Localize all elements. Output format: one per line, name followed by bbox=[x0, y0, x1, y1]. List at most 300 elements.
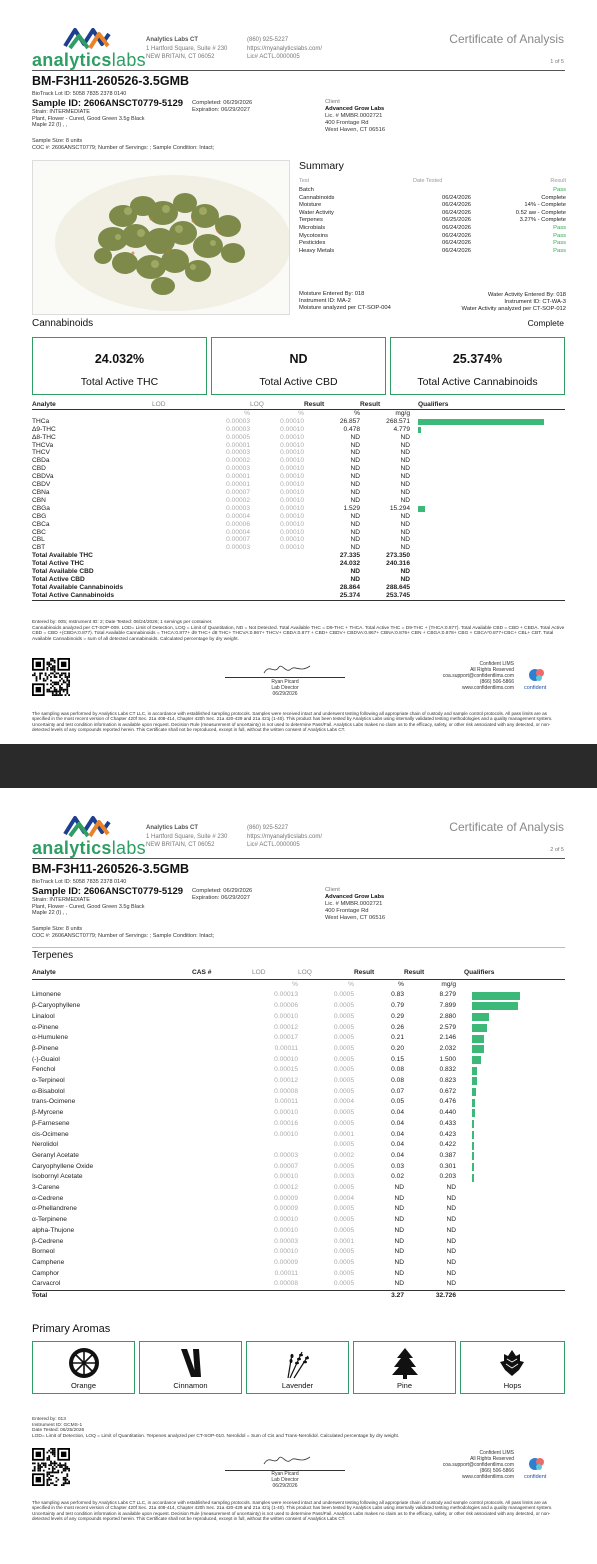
loq-value: 0.0005 bbox=[333, 1034, 354, 1042]
result-bar bbox=[472, 1045, 484, 1053]
total-percent: 3.27 bbox=[391, 1292, 404, 1300]
result-mg: ND bbox=[446, 1248, 456, 1256]
result-percent: 26.857 bbox=[339, 417, 360, 425]
table-row bbox=[32, 521, 565, 529]
total-row bbox=[32, 1291, 565, 1302]
loq-value: 0.0004 bbox=[333, 1098, 354, 1106]
summary-result: 0.52 aw - Complete bbox=[515, 209, 566, 216]
qualifier-cell bbox=[410, 473, 565, 481]
result-mg: ND bbox=[400, 528, 410, 536]
lod-value: 0.00003 bbox=[274, 1151, 298, 1159]
table-row bbox=[32, 1065, 565, 1076]
table-row bbox=[32, 1119, 565, 1130]
result-bar bbox=[472, 1131, 474, 1139]
summary-row bbox=[299, 225, 566, 231]
result-mg: ND bbox=[446, 1258, 456, 1266]
qualifier-cell bbox=[456, 1204, 565, 1215]
result-mg: ND bbox=[400, 433, 410, 441]
result-percent: ND bbox=[394, 1248, 404, 1256]
qualifier-cell bbox=[456, 1162, 565, 1173]
table-row bbox=[32, 1183, 565, 1194]
client-block: Client Advanced Grow Labs Lic. # MMBR.0002721 400 Frontage Rd West Haven, CT 06516 bbox=[325, 99, 386, 133]
qualifier-cell bbox=[456, 1001, 565, 1012]
lod-value: 0.00012 bbox=[274, 1184, 298, 1192]
loq-value: 0.0005 bbox=[333, 1184, 354, 1192]
lod-value: 0.00016 bbox=[274, 1119, 298, 1127]
summary-date: 06/24/2026 bbox=[442, 247, 472, 254]
signature-icon bbox=[262, 661, 312, 677]
legal-disclaimer: The sampling was performed by Analytics Labs CT LLC, in accordance with established sampling protocols. Samples were received intact and underwent testing following all appropriate chain of custody and sample control protocols. All pass limits are as specified in the most recent version of Chapter 420f Sec. 21a 408-414, Chapter 420h Sec. 21a 420-429 and 21a 421j (1-40). This product has been tested by Analytics Labs using internally validated testing methodologies and a quality management system. Uncertainty and test condition information is available upon request. Decision Rule (measurement of uncertainty) is not used to determine Pass/Fail. Analytics Labs makes no claim as to the efficacy, safety, or other risk associated with any detected, or non-detected levels of any compounds reported herein. This Certificate shall not be reproduced, except in full, without the written consent of Analytics Labs CT. bbox=[32, 1500, 553, 1521]
summary-date: 06/24/2026 bbox=[442, 202, 472, 209]
result-mg: ND bbox=[400, 473, 410, 481]
qualifier-cell bbox=[410, 457, 565, 465]
logo-mountain-icon bbox=[62, 814, 112, 838]
summary-result: Pass bbox=[553, 247, 566, 254]
lod-value: 0.00008 bbox=[274, 1280, 298, 1288]
qualifier-cell bbox=[456, 1151, 565, 1162]
analyte-name: α-Terpineol bbox=[32, 1077, 65, 1085]
result-percent: 0.08 bbox=[391, 1077, 404, 1085]
analyte-name: Linalool bbox=[32, 1012, 55, 1020]
summary-result: Complete bbox=[541, 194, 566, 201]
qualifier-cell bbox=[410, 481, 565, 489]
cannabinoids-table: Analyte LOD LOQ Result Result Qualifiers % % % mg/g THCa 0.00003 0.00010 26.857 268.571 Δ9-THC 0.00003 0.00010 0.478 4.779 Δ8-THC 0.00005 0.00010 ND ND THCVa 0.00001 0.00010 ND ND THCV 0.00003 0.00010 ND ND CBDa 0.00002 0.00010 ND ND CBD 0.00003 0.00010 ND ND CBDVa 0.00001 0.00010 ND ND CBDV 0.00001 0.00010 ND ND CBNa 0.00007 0.00010 ND ND CBN 0.00002 0.00010 ND ND CBGa 0.00003 0.00010 1.529 15.294 CBG 0.00004 0.00010 ND ND CBCa 0.00006 0.00010 ND ND CBC 0.00004 0.00010 ND ND CBL 0.00007 0.00010 ND ND CBT 0.00003 0.00010 ND ND Total Available THC 27.335 273.350 Total Active THC 24.032 240.316 Total Available CBD ND ND Total Active CBD ND ND Total Available Cannabinoids 28.864 288.645 Total Active Cannabinoids 25.374 253.745 bbox=[32, 401, 565, 601]
qualifier-cell bbox=[456, 1247, 565, 1258]
qualifier-cell bbox=[456, 1119, 565, 1130]
loq-value: 0.0003 bbox=[333, 1173, 354, 1181]
lod-value: 0.00010 bbox=[274, 1226, 298, 1234]
lod-value: 0.00010 bbox=[274, 1130, 298, 1138]
lod-value: 0.00003 bbox=[226, 504, 250, 512]
qualifier-cell bbox=[456, 1215, 565, 1226]
analyte-name: β-Farnesene bbox=[32, 1119, 70, 1127]
qualifier-cell bbox=[456, 1097, 565, 1108]
loq-value: 0.0005 bbox=[333, 1012, 354, 1020]
table-row bbox=[32, 1097, 565, 1108]
aroma-lavender: Lavender bbox=[246, 1341, 349, 1394]
lod-value: 0.00008 bbox=[274, 1087, 298, 1095]
table-row bbox=[32, 1162, 565, 1173]
completion-dates: Completed: 06/29/2026 Expiration: 06/29/2027 bbox=[192, 100, 253, 114]
result-percent: ND bbox=[394, 1258, 404, 1266]
loq-value: 0.00010 bbox=[280, 433, 304, 441]
lod-value: 0.00009 bbox=[274, 1258, 298, 1266]
signatory: Ryan Picard Lab Director 06/29/2026 bbox=[271, 1471, 299, 1489]
qualifier-cell bbox=[456, 1140, 565, 1151]
qualifier-cell bbox=[456, 1172, 565, 1183]
lod-value: 0.00010 bbox=[274, 1216, 298, 1224]
qualifier-cell bbox=[410, 497, 565, 505]
analyte-name: CBGa bbox=[32, 504, 50, 512]
result-mg: ND bbox=[400, 449, 410, 457]
summary-row bbox=[299, 187, 566, 193]
analyte-name: cis-Ocimene bbox=[32, 1130, 69, 1138]
table-row bbox=[32, 481, 565, 489]
total-name: Total bbox=[32, 1292, 48, 1300]
table-row bbox=[32, 1140, 565, 1151]
loq-value: 0.0001 bbox=[333, 1130, 354, 1138]
result-mg: 268.571 bbox=[386, 417, 410, 425]
table-row bbox=[32, 418, 565, 426]
analyte-name: CBC bbox=[32, 528, 46, 536]
loq-value: 0.0005 bbox=[333, 1162, 354, 1170]
table-row bbox=[32, 505, 565, 513]
lod-value: 0.00002 bbox=[226, 496, 250, 504]
loq-value: 0.0005 bbox=[333, 1119, 354, 1127]
result-mg: ND bbox=[400, 457, 410, 465]
aroma-cinnamon: Cinnamon bbox=[139, 1341, 242, 1394]
qualifier-cell bbox=[456, 990, 565, 1001]
confident-brand: confident bbox=[524, 685, 547, 691]
result-mg: ND bbox=[400, 536, 410, 544]
logo-mountain-icon bbox=[62, 26, 112, 50]
total-mg: ND bbox=[400, 568, 410, 576]
loq-value: 0.0004 bbox=[333, 1194, 354, 1202]
summary-test: Mycotoxins bbox=[299, 232, 328, 239]
summary-test: Pesticides bbox=[299, 240, 326, 247]
result-mg: ND bbox=[400, 496, 410, 504]
result-bar bbox=[472, 1077, 477, 1085]
analyte-name: Geranyl Acetate bbox=[32, 1151, 79, 1159]
qualifier-cell bbox=[456, 1226, 565, 1237]
result-mg: 15.294 bbox=[389, 504, 410, 512]
loq-value: 0.0005 bbox=[333, 1002, 354, 1010]
total-mg: 240.316 bbox=[386, 560, 410, 568]
table-row bbox=[32, 1087, 565, 1098]
signature-line bbox=[225, 677, 345, 678]
lod-value: 0.00011 bbox=[274, 1269, 298, 1277]
analyte-name: CBL bbox=[32, 536, 45, 544]
analyte-name: Isobornyl Acetate bbox=[32, 1173, 83, 1181]
result-percent: 1.529 bbox=[343, 504, 360, 512]
total-percent: 27.335 bbox=[339, 552, 360, 560]
total-row bbox=[32, 552, 565, 560]
table-row bbox=[32, 1130, 565, 1141]
qualifier-cell bbox=[410, 536, 565, 544]
sample-size: Sample Size: 8 units COC #: 2606ANSCT0779; Number of Servings: ; Sample Condition: Intact; bbox=[32, 926, 215, 939]
result-bar bbox=[472, 1056, 481, 1064]
qualifier-cell bbox=[410, 465, 565, 473]
result-percent: ND bbox=[350, 449, 360, 457]
summary-header: Test Date Tested Result bbox=[299, 178, 566, 184]
analyte-name: CBG bbox=[32, 512, 47, 520]
biotrack-id: BioTrack Lot ID: 5058 7835 2378 0140 bbox=[32, 879, 127, 885]
result-bar bbox=[472, 1035, 484, 1043]
lod-value: 0.00010 bbox=[274, 1109, 298, 1117]
result-percent: 0.02 bbox=[391, 1173, 404, 1181]
result-percent: ND bbox=[350, 488, 360, 496]
result-percent: ND bbox=[350, 465, 360, 473]
lims-contact: Confident LIMS All Rights Reserved coa.support@confidentlims.com (866) 506-5866 www.confidentlims.com bbox=[442, 1450, 514, 1480]
qr-code-icon bbox=[32, 1448, 70, 1486]
result-percent: ND bbox=[350, 520, 360, 528]
result-mg: ND bbox=[400, 441, 410, 449]
loq-value: 0.0002 bbox=[333, 1151, 354, 1159]
total-percent: 24.032 bbox=[339, 560, 360, 568]
lod-value: 0.00001 bbox=[226, 473, 250, 481]
analyte-name: α-Phellandrene bbox=[32, 1205, 77, 1213]
result-bar bbox=[472, 1109, 475, 1117]
lod-value: 0.00009 bbox=[274, 1194, 298, 1202]
client-block: Client Advanced Grow Labs Lic. # MMBR.0002721 400 Frontage Rd West Haven, CT 06516 bbox=[325, 887, 386, 921]
qualifier-cell bbox=[410, 449, 565, 457]
lod-value bbox=[252, 1140, 298, 1151]
summary-date: 06/24/2026 bbox=[442, 232, 472, 239]
loq-value: 0.00010 bbox=[280, 512, 304, 520]
lod-value: 0.00013 bbox=[274, 991, 298, 999]
result-mg: ND bbox=[400, 488, 410, 496]
table-row bbox=[32, 1226, 565, 1237]
lod-value: 0.00001 bbox=[226, 481, 250, 489]
result-mg: 0.672 bbox=[439, 1087, 456, 1095]
loq-value: 0.00010 bbox=[280, 473, 304, 481]
table-row bbox=[32, 1055, 565, 1066]
loq-value: 0.00010 bbox=[280, 425, 304, 433]
loq-value: 0.00010 bbox=[280, 465, 304, 473]
table-row bbox=[32, 1258, 565, 1269]
table-row bbox=[32, 1279, 565, 1290]
result-percent: 0.07 bbox=[391, 1087, 404, 1095]
total-name: Total Available Cannabinoids bbox=[32, 583, 123, 591]
summary-panel bbox=[296, 160, 566, 317]
table-row bbox=[32, 1108, 565, 1119]
result-percent: ND bbox=[394, 1226, 404, 1234]
result-mg: ND bbox=[446, 1184, 456, 1192]
qualifier-cell bbox=[456, 1108, 565, 1119]
result-mg: 0.823 bbox=[439, 1077, 456, 1085]
qualifier-cell bbox=[410, 489, 565, 497]
result-mg: ND bbox=[400, 520, 410, 528]
table-row bbox=[32, 1204, 565, 1215]
result-percent: ND bbox=[350, 496, 360, 504]
loq-value: 0.00010 bbox=[280, 504, 304, 512]
summary-test: Moisture bbox=[299, 202, 322, 209]
lod-value: 0.00003 bbox=[226, 425, 250, 433]
table-row bbox=[32, 1215, 565, 1226]
lod-value: 0.00005 bbox=[226, 433, 250, 441]
section-title-terpenes: Terpenes bbox=[32, 950, 74, 961]
analyte-name: CBDa bbox=[32, 457, 50, 465]
table-row bbox=[32, 1172, 565, 1183]
loq-value: 0.0005 bbox=[333, 1141, 354, 1149]
lab-address: Analytics Labs CT 1 Hartford Square, Suite # 230 NEW BRITAIN, CT 06052 bbox=[146, 825, 228, 848]
page-number: 2 of 5 bbox=[550, 847, 564, 853]
result-mg: 0.423 bbox=[439, 1130, 456, 1138]
lod-value: 0.00006 bbox=[226, 520, 250, 528]
summary-date: 06/25/2026 bbox=[442, 217, 472, 224]
qualifier-cell bbox=[456, 1033, 565, 1044]
loq-value: 0.0005 bbox=[333, 1248, 354, 1256]
lod-value: 0.00017 bbox=[274, 1034, 298, 1042]
qualifier-cell bbox=[456, 1183, 565, 1194]
qualifier-cell bbox=[410, 505, 565, 513]
sample-size: Sample Size: 8 units COC #: 2606ANSCT0779; Number of Servings: ; Sample Condition: Intact; bbox=[32, 138, 215, 151]
table-row bbox=[32, 457, 565, 465]
lod-value: 0.00011 bbox=[274, 1044, 298, 1052]
qr-code-icon bbox=[32, 658, 70, 696]
page-header bbox=[0, 788, 597, 858]
page-number: 1 of 5 bbox=[550, 59, 564, 65]
lod-value: 0.00009 bbox=[274, 1205, 298, 1213]
total-mg: 288.645 bbox=[386, 583, 410, 591]
summary-row bbox=[299, 202, 566, 208]
lod-value: 0.00003 bbox=[226, 465, 250, 473]
result-percent: ND bbox=[350, 528, 360, 536]
summary-test: Water Activity bbox=[299, 209, 334, 216]
logo-text: analyticslabs bbox=[32, 50, 146, 70]
result-mg: ND bbox=[400, 544, 410, 552]
analyte-name: THCa bbox=[32, 417, 50, 425]
lod-value: 0.00002 bbox=[226, 457, 250, 465]
table-row bbox=[32, 442, 565, 450]
summary-result: Pass bbox=[553, 225, 566, 231]
analyte-name: CBNa bbox=[32, 488, 50, 496]
result-mg: 2.032 bbox=[439, 1044, 456, 1052]
result-mg: ND bbox=[400, 481, 410, 489]
lod-value: 0.00003 bbox=[226, 544, 250, 552]
page-header bbox=[0, 0, 597, 70]
result-percent: 0.08 bbox=[391, 1066, 404, 1074]
strain-info: Strain: INTERMEDIATE Plant, Flower - Cured, Good Green 3.5g Black Maple 22 (I) , , bbox=[32, 109, 145, 129]
aroma-hops: Hops bbox=[460, 1341, 565, 1394]
qualifier-cell bbox=[456, 1269, 565, 1280]
total-row bbox=[32, 568, 565, 576]
total-row bbox=[32, 592, 565, 600]
analyte-name: β-Cedrene bbox=[32, 1237, 64, 1245]
coa-page-1 bbox=[0, 0, 597, 744]
table-row bbox=[32, 1033, 565, 1044]
analyte-name: (-)-Guaiol bbox=[32, 1055, 60, 1063]
analyte-name: THCV bbox=[32, 449, 50, 457]
result-percent: 0.83 bbox=[391, 991, 404, 999]
result-mg: 2.579 bbox=[439, 1023, 456, 1031]
divider bbox=[32, 858, 565, 859]
loq-value: 0.0005 bbox=[333, 1109, 354, 1117]
qualifier-cell bbox=[410, 521, 565, 529]
table-row bbox=[32, 489, 565, 497]
qualifier-cell bbox=[456, 1065, 565, 1076]
terpenes-table: Analyte CAS # LOD LOQ Result Result Qualifiers % % % mg/g Limonene 0.00013 0.0005 0.83 8.279 β-Caryophyllene 0.00006 0.0005 0.79 7.899 Linalool 0.00010 0.0005 0.29 2.880 α-Pinene 0.00012 0.0005 0.26 2.579 α-Humulene 0.00017 0.0005 0.21 2.146 β-Pinene 0.00011 0.0005 0.20 2.032 (-)-Guaiol 0.00010 0.0005 0.15 1.500 Fenchol 0.00015 0.0005 0.08 0.832 α-Terpineol 0.00012 0.0005 0.08 0.823 α-Bisabolol 0.00008 0.0005 0.07 0.672 trans-Ocimene 0.00011 0.0004 0.05 0.476 β-Myrcene 0.00010 0.0005 0.04 0.440 β-Farnesene 0.00016 0.0005 0.04 0.433 cis-Ocimene 0.00010 0.0001 0.04 0.423 Nerolidol 0.0005 0.04 0.422 Geranyl Acetate 0.00003 0.0002 0.04 0.387 Caryophyllene Oxide 0.00007 0.0005 0.03 0.301 Isobornyl Acetate 0.00010 0.0003 0.02 0.203 3-Carene 0.00012 0.0005 ND ND α-Cedrene 0.00009 0.0004 ND ND α-Phellandrene 0.00009 0.0005 ND ND α-Terpinene 0.00010 0.0005 ND ND alpha-Thujone 0.00010 0.0005 ND ND β-Cedrene 0.00003 0.0001 ND ND Borneol 0.00010 0.0005 ND ND Camphene 0.00009 0.0005 ND ND Camphor 0.00011 0.0005 ND ND Carvacrol 0.00008 0.0005 ND ND Total 3.27 32.726 bbox=[32, 968, 565, 1302]
lab-address: Analytics Labs CT 1 Hartford Square, Suite # 230 NEW BRITAIN, CT 06052 bbox=[146, 37, 228, 60]
loq-value: 0.00010 bbox=[280, 496, 304, 504]
qualifier-cell bbox=[456, 1237, 565, 1248]
loq-value: 0.00010 bbox=[280, 441, 304, 449]
aroma-pine: Pine bbox=[353, 1341, 456, 1394]
lod-value: 0.00004 bbox=[226, 528, 250, 536]
result-mg: ND bbox=[446, 1226, 456, 1234]
result-mg: 0.203 bbox=[439, 1173, 456, 1181]
lod-value: 0.00010 bbox=[274, 1055, 298, 1063]
result-mg: 0.301 bbox=[439, 1162, 456, 1170]
product-photo bbox=[32, 160, 290, 315]
lod-value: 0.00011 bbox=[274, 1098, 298, 1106]
summary-test: Cannabinoids bbox=[299, 194, 335, 201]
table-row bbox=[32, 449, 565, 457]
section-title-cannabinoids: Cannabinoids bbox=[32, 318, 94, 329]
lod-value: 0.00003 bbox=[226, 449, 250, 457]
signature-icon bbox=[262, 1452, 312, 1468]
analyte-name: Δ8-THC bbox=[32, 433, 56, 441]
summary-test: Batch bbox=[299, 187, 314, 193]
table-row bbox=[32, 1044, 565, 1055]
analyte-name: CBT bbox=[32, 544, 46, 552]
result-percent: ND bbox=[350, 536, 360, 544]
result-percent: ND bbox=[394, 1269, 404, 1277]
qualifier-cell bbox=[456, 1044, 565, 1055]
total-row bbox=[32, 584, 565, 592]
result-percent: ND bbox=[394, 1216, 404, 1224]
result-mg: ND bbox=[446, 1216, 456, 1224]
result-bar bbox=[472, 1067, 477, 1075]
divider bbox=[32, 70, 565, 71]
loq-value: 0.00010 bbox=[280, 520, 304, 528]
result-percent: 0.29 bbox=[391, 1012, 404, 1020]
coa-page-2 bbox=[0, 788, 597, 1564]
analyte-name: alpha-Thujone bbox=[32, 1226, 75, 1234]
batch-id: BM-F3H11-260526-3.5GMB bbox=[32, 74, 190, 88]
analyte-name: β-Pinene bbox=[32, 1044, 59, 1052]
hops-icon bbox=[494, 1346, 530, 1380]
biotrack-id: BioTrack Lot ID: 5058 7835 2378 0140 bbox=[32, 91, 127, 97]
summary-row bbox=[299, 240, 566, 246]
table-row bbox=[32, 434, 565, 442]
qualifier-cell bbox=[456, 1130, 565, 1141]
lavender-icon bbox=[280, 1346, 316, 1380]
analyte-name: α-Cedrene bbox=[32, 1194, 64, 1202]
lod-value: 0.00004 bbox=[226, 512, 250, 520]
lod-value: 0.00003 bbox=[226, 417, 250, 425]
analyte-name: β-Myrcene bbox=[32, 1109, 64, 1117]
document-title: Certificate of Analysis bbox=[449, 820, 564, 834]
lod-value: 0.00015 bbox=[274, 1066, 298, 1074]
result-bar bbox=[472, 1163, 474, 1171]
total-active-cannabinoids-box: 25.374% Total Active Cannabinoids bbox=[390, 337, 565, 395]
summary-result: 3.27% - Complete bbox=[519, 217, 566, 224]
table-row bbox=[32, 529, 565, 537]
result-bar bbox=[472, 1024, 487, 1032]
result-mg: ND bbox=[446, 1194, 456, 1202]
document-title: Certificate of Analysis bbox=[449, 32, 564, 46]
total-percent: 28.864 bbox=[339, 583, 360, 591]
result-percent: 0.20 bbox=[391, 1044, 404, 1052]
result-percent: 0.79 bbox=[391, 1002, 404, 1010]
summary-date: 06/24/2026 bbox=[442, 240, 472, 247]
orange-icon bbox=[66, 1346, 102, 1380]
analyte-name: α-Humulene bbox=[32, 1034, 69, 1042]
total-mg: 273.350 bbox=[386, 552, 410, 560]
result-bar bbox=[472, 1174, 474, 1182]
result-mg: 7.899 bbox=[439, 1002, 456, 1010]
result-mg: 2.146 bbox=[439, 1034, 456, 1042]
lod-value: 0.00006 bbox=[274, 1002, 298, 1010]
analyte-name: Camphor bbox=[32, 1269, 60, 1277]
cannabinoid-notes: Entered by: 005; Instrument ID: 2; Date Tested: 06/24/2026; 1 servings per container. Cannabinoids analyzed per CT-SOP-009. LOD= Limit of Detection, LOQ = Limit of Quantitation, ND = Not Detected. Total Available THC = D9-THC + THCA. Total Active THC = D9-THC + (THCA:0.877). Total Available CBD = CBD + CBDA. Total Active CBD = CBD +(CBDA:0.877). Total Available Cannabinoids = THCA:0.877+ d9 THC+ d8 THC+ THCVA:0.867+ THCV+ CBDA:0.877 + CBD+ CBDV+ CBDVA:0.867+ CBNA:0.876+ CBN + CBGA:0.878+ CBG + CBCA*0.877+CBC+ CBL+ CBT. Total Available Cannabinoids = sum of all detected cannabinoids. Calculated percentage by dry weight. bbox=[32, 620, 565, 643]
analyte-name: Camphene bbox=[32, 1258, 65, 1266]
qualifier-cell bbox=[410, 434, 565, 442]
result-mg: 0.440 bbox=[439, 1109, 456, 1117]
loq-value: 0.00010 bbox=[280, 449, 304, 457]
total-name: Total Active CBD bbox=[32, 575, 85, 583]
qualifier-cell bbox=[456, 1194, 565, 1205]
cinnamon-icon bbox=[173, 1346, 209, 1380]
loq-value: 0.00010 bbox=[280, 528, 304, 536]
result-bar bbox=[472, 1002, 518, 1010]
qualifier-cell bbox=[456, 1279, 565, 1290]
signatory: Ryan Picard Lab Director 06/29/2026 bbox=[271, 679, 299, 697]
analyte-name: THCVa bbox=[32, 441, 54, 449]
table-row bbox=[32, 544, 565, 552]
total-active-thc-box: 24.032% Total Active THC bbox=[32, 337, 207, 395]
